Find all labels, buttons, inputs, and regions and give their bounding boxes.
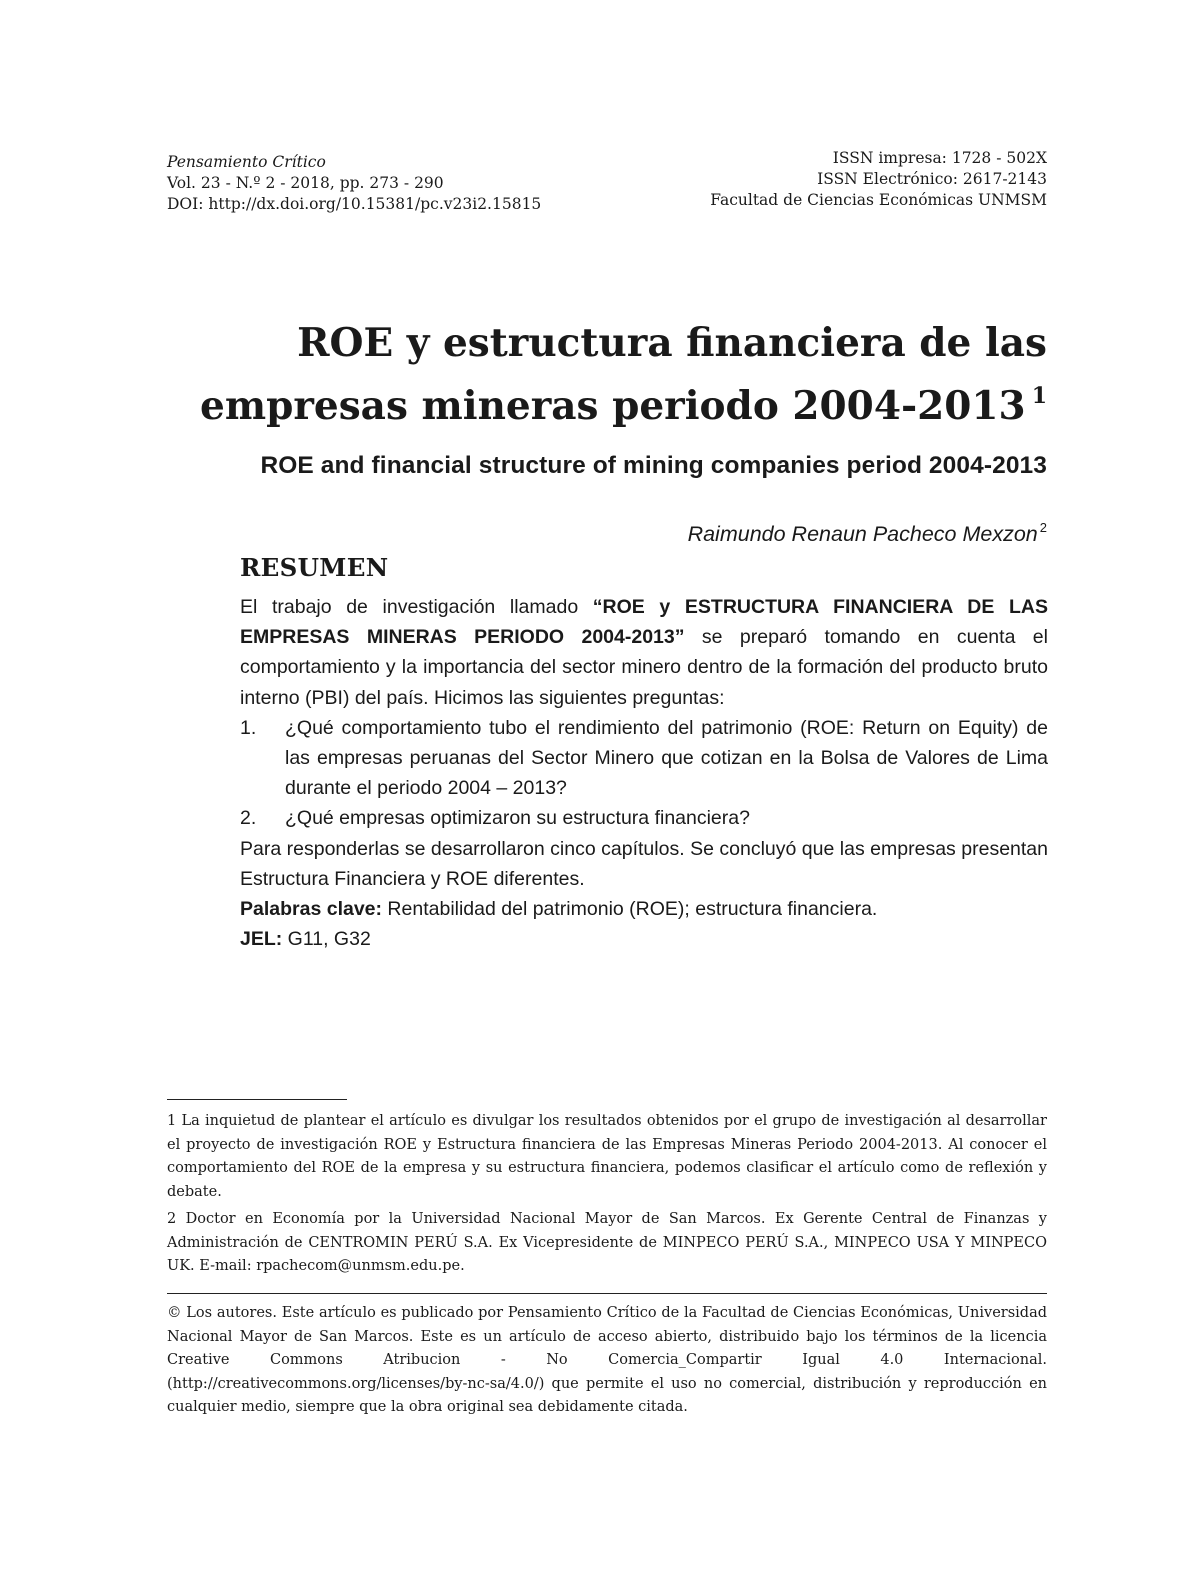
article-title (167, 317, 1047, 433)
question-list (240, 713, 1048, 834)
question-text: ¿Qué comportamiento tubo el rendimiento del patrimonio (ROE: Return on Equity) de las empresas peruanas del Sector Minero que cotizan en la Bolsa de Valores de Lima durante el periodo 2004 – 2013? (285, 716, 1048, 800)
keywords-line (240, 894, 1048, 924)
abstract-intro-bold-title: “ROE y ESTRUCTURA FINANCIERA DE LAS EMPRESAS MINERAS PERIODO 2004-2013” (240, 596, 1048, 649)
issn-electronic: ISSN Electrónico: 2617-2143 (817, 170, 1047, 188)
issn-print: ISSN impresa: 1728 - 502X (832, 149, 1047, 167)
abstract-intro-part2: se preparó tomando en cuenta el comportamiento y la importancia del sector minero dentro de la formación del producto bruto interno (PBI) del país. Hicimos las siguientes preguntas: (240, 626, 1048, 709)
keywords-label: Palabras clave: (240, 898, 383, 921)
question-item (240, 803, 1048, 833)
license-divider (167, 1293, 1047, 1294)
title-line-2-text: empresas mineras periodo 2004-2013 (200, 383, 1026, 429)
keywords-text: Rentabilidad del patrimonio (ROE); estructura financiera. (382, 898, 878, 921)
question-number: 2. (240, 807, 257, 830)
footnote-2: 2 Doctor en Economía por la Universidad Nacional Mayor de San Marcos. Ex Gerente Central de Finanzas y Administración de CENTROMIN PERÚ S.A. Ex Vicepresidente de MINPECO PERÚ S.A., MINPECO USA Y MINPECO UK. E-mail: rpachecom@unmsm.edu.pe. (167, 1211, 1047, 1274)
abstract-intro-part1: El trabajo de investigación llamado (240, 596, 593, 618)
title-line-2 (167, 370, 1047, 433)
abstract-heading: RESUMEN (240, 553, 389, 582)
journal-header-right (617, 148, 1047, 211)
journal-header-left (167, 152, 627, 215)
question-number: 1. (240, 716, 257, 739)
question-text: ¿Qué empresas optimizaron su estructura financiera? (285, 807, 750, 830)
author-line (560, 513, 1047, 549)
footnotes (167, 1110, 1047, 1283)
jel-line (240, 924, 1048, 954)
jel-codes: G11, G32 (282, 928, 371, 951)
title-line-1: ROE y estructura financiera de las (297, 320, 1047, 366)
doi-link[interactable]: DOI: http://dx.doi.org/10.15381/pc.v23i2.15815 (167, 195, 542, 213)
jel-label: JEL: (240, 928, 283, 951)
abstract-intro (240, 592, 1048, 713)
footnote-1: 1 La inquietud de plantear el artículo es divulgar los resultados obtenidos por el grupo de investigación al desarrollar el proyecto de investigación ROE y Estructura financiera de las Empresas Mineras Periodo 2004-2013. Al conocer el comportamiento del ROE de la empresa y su estructura financiera, podemos clasificar el artículo como de reflexión y debate. (167, 1113, 1047, 1200)
article-subtitle-en: ROE and financial structure of mining companies period 2004-2013 (260, 452, 1047, 479)
title-footnote-mark[interactable]: 1 (1031, 383, 1047, 409)
question-item (240, 713, 1048, 804)
abstract-conclusion: Para responderlas se desarrollaron cinco capítulos. Se concluyó que las empresas presentan Estructura Financiera y ROE diferentes. (240, 837, 1048, 890)
license-notice: © Los autores. Este artículo es publicado por Pensamiento Crítico de la Facultad de Ciencias Económicas, Universidad Nacional Mayor de San Marcos. Este es un artículo de acceso abierto, distribuido bajo los términos de la licencia Creative Commons Atribucion - No Comercia_Compartir Igual 4.0 Internacional. (http://creativecommons.org/licenses/by-nc-sa/4.0/) que permite el uso no comercial, distribución y reproducción en cualquier medio, siempre que la obra original sea debidamente citada. (167, 1305, 1047, 1415)
author-name: Raimundo Renaun Pacheco Mexzon (687, 522, 1038, 546)
journal-name: Pensamiento Crítico (167, 153, 326, 171)
footnote-divider (167, 1099, 347, 1100)
author-footnote-mark[interactable]: 2 (1039, 520, 1047, 535)
faculty-name: Facultad de Ciencias Económicas UNMSM (710, 191, 1047, 209)
abstract-body (240, 592, 1048, 954)
volume-pages: Vol. 23 - N.º 2 - 2018, pp. 273 - 290 (167, 174, 444, 192)
